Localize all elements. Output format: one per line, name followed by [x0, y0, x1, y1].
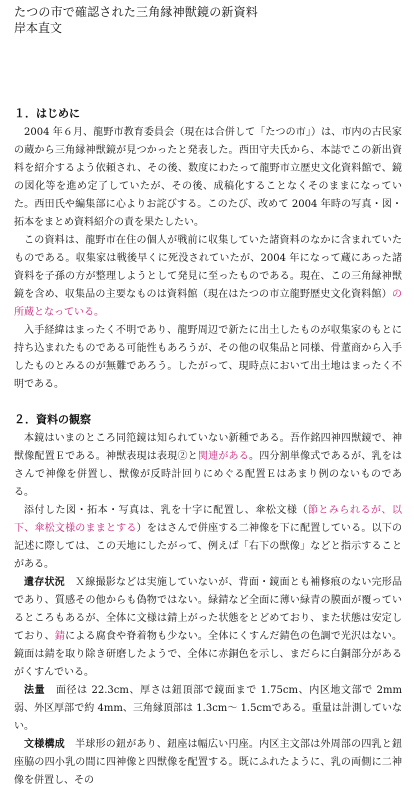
paragraph: [14, 232, 402, 322]
text-span: 面径は 22.3cm、厚さは鈕頂部で鏡面まで 1.75cm、内区地文部で 2mm弱、外区厚部で約 4mm、三角縁頂部は 1.3cm～ 1.5cmである。重量は計測していない。: [14, 685, 403, 732]
section-observation: [14, 412, 402, 790]
highlighted-text: の所蔵となっている。: [14, 289, 402, 318]
highlighted-text: 関連がある: [197, 451, 249, 462]
subheading-label: 法量: [24, 685, 46, 696]
section-introduction: [14, 106, 402, 394]
text-span: 半球形の鈕があり、鈕座は幅広い円座。内区主文部は外周部の四乳と鈕座脇の四小乳の間に四神像と四獣像を配置する。既にふれたように、乳の両側に二神像を併置し、その: [14, 739, 403, 786]
paragraph: 2004 年６月、龍野市教育委員会（現在は合併して「たつの市」）は、市内の古民家の蔵から三角縁神獣鏡が見つかったと発表した。西田守夫氏から、本誌でこの新出資料を紹介するよう依頼され、その後、数度にわたって龍野市立歴史文化資料館で、鏡の図化等を進め定了していたが、その後、成稿化することなくそのままになっていた。西田氏や編集部に心よりお詫びする。このたび、改めて 2004 年時の写真・図・拓本をまとめ資料紹介の責を果たしたい。: [14, 127, 402, 228]
paragraph: [14, 736, 402, 790]
document-author: 岸本直文: [14, 21, 63, 35]
text-span: 本鏡はいまのところ同笵鏡は知られていない新種である。吾作銘四神四獣鏡で、神獣像配置Ｅである。神獣表現は表現②と: [14, 433, 402, 462]
highlighted-text: 節とみられるが、以下、傘松文様のままとする: [14, 505, 403, 534]
text-span: Ｘ線撮影などは実施していないが、背面・鏡面とも補修痕のない完形品であり、質感その他からも偽物ではない。緑錆など全面に薄い緑青の膜面が覆っているところもあるが、全体に文様は錆上がった状態をとどめており、また状態は安定しており、: [14, 577, 403, 642]
section-heading: １．はじめに: [14, 107, 80, 120]
text-span: ）をはさんで併座する二神像を下に配置している。以下の記述に際しては、この天地にしたがって、例えば「右下の獣像」などと指示することがある。: [14, 523, 403, 570]
subheading-label: 文様構成: [24, 739, 65, 750]
paragraph: [14, 682, 402, 736]
subheading-label: 遺存状況: [24, 577, 65, 588]
text-span: 添付した図・拓本・写真は、乳を十字に配置し、傘松文様（: [24, 505, 308, 516]
paragraph: [14, 574, 402, 682]
text-span: 。四分割単像式であるが、乳をはさんで神像を併置し、獣像が反時計回りにめぐる配置Ｅはあまり例のないものである。: [14, 451, 403, 498]
paragraph: [14, 502, 402, 574]
document-title: たつの市で確認された三角縁神獣鏡の新資料: [14, 5, 259, 19]
paragraph: 入手経緯はまったく不明であり、龍野周辺で新たに出土したものが収集家のもとに持ち込まれたものである可能性もあろうが、その他の収集品と同様、骨董商から入手したものとみるのが無難であろう。したがって、現時点において出土地はまったく不明である。: [14, 325, 402, 390]
section-heading: ２．資料の観察: [14, 413, 91, 426]
highlighted-text: 錆: [54, 631, 66, 642]
text-span: この資料は、龍野市在住の個人が戦前に収集していた諸資料のなかに含まれていたものである。収集家は戦後早くに死没されていたが、2004 年になって蔵にあった諸資料を子孫の方が整理しようとして発見に至ったものである。現在、この三角縁神獣鏡を含め、収集品の主要なものは資料館（現在はたつの市立龍野歴史文化資料館）: [14, 235, 402, 300]
text-span: による腐食や脊着物も少ない。全体にくすんだ錆色の色調で光沢はない。鏡面は錆を取り除き研磨したようで、全体に赤銅色を示し、まだらに白銅部分があるがくすんでいる。: [14, 631, 403, 678]
paragraph: [14, 430, 402, 502]
